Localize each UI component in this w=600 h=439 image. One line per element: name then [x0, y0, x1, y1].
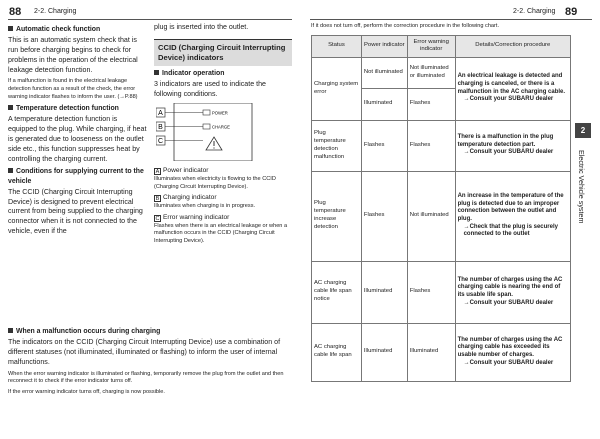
details-cell [455, 57, 570, 120]
malfunction-section [8, 325, 292, 399]
auto-check-note: If a malfunction is found in the electrical leakage detection function as a result of the check, the error warning indicator flashes to inform the user. (→P.88) [8, 78, 138, 100]
square-bullet-icon [8, 328, 13, 333]
details-text: The number of charges using the AC charging cable has exceeded its usable number of charges. [457, 336, 563, 359]
power-cell: Flashes [361, 120, 407, 171]
label-b-box: B [155, 196, 160, 203]
chapter-side-label: Electric Vehicle system [577, 150, 586, 224]
right-header-rule [310, 19, 592, 20]
error-cell: Not illuminated or illuminated [407, 57, 455, 88]
table-header-cell: Error warning indicator [407, 35, 455, 57]
diagram-label-c: C [157, 138, 164, 146]
malfunction-note-1: When the error warning indicator is illuminated or flashing, temporarily remove the plug from the outlet and then reconnect it to check if the error indicator turns off. [8, 370, 284, 385]
power-cell: Illuminated [361, 261, 407, 323]
error-cell: Illuminated [407, 323, 455, 381]
status-cell: Charging system error [312, 57, 362, 120]
ccid-indicator-diagram [156, 103, 266, 161]
details-text: There is a malfunction in the plug temperature detection part. [457, 134, 554, 148]
power-led [203, 110, 210, 115]
details-cell [455, 261, 570, 323]
table-header-cell: Power indicator [361, 35, 407, 57]
power-cell: Illuminated [361, 323, 407, 381]
ccid-indicators-title: CCID (Charging Circuit Interrupting Device) indicators [154, 39, 292, 66]
table-row [312, 261, 571, 323]
charge-led-text: CHARGE [212, 124, 230, 130]
label-c-box: C [155, 215, 160, 222]
details-cell [455, 323, 570, 381]
charging-indicator-desc: Illuminates when charging is in progress. [154, 203, 256, 210]
table-row [312, 120, 571, 171]
details-cell [455, 171, 570, 261]
table-header-row [312, 35, 571, 57]
action-text: →Consult your SUBARU dealer [463, 149, 554, 156]
diagram-label-b: B [158, 124, 163, 132]
error-cell: Flashes [407, 88, 455, 120]
details-cell [455, 120, 570, 171]
details-text: An increase in the temperature of the plug is detected due to an improper connection between the outlet and plug. [457, 193, 564, 223]
left-column-2 [154, 23, 292, 248]
malfunction-heading: When a malfunction occurs during charging [8, 327, 292, 336]
error-indicator-desc: Flashes when there is an electrical leakage or when a malfunction occurs in the CCID (Charging Circuit Interrupting Device). [154, 222, 288, 244]
error-cell: Flashes [407, 120, 455, 171]
status-cell: AC charging cable life span [312, 323, 362, 381]
error-indicator-title: C Error warning indicator [155, 213, 230, 222]
table-row [312, 171, 571, 261]
table-row [312, 57, 571, 88]
square-bullet-icon [8, 105, 13, 110]
error-cell: Not illuminated [407, 171, 455, 261]
power-cell: Illuminated [361, 88, 407, 120]
label-a-box: A [155, 169, 160, 176]
correction-table [311, 35, 571, 382]
malfunction-body: The indicators on the CCID (Charging Circuit Interrupting Device) use a combination of different statuses (not illuminated, illuminated or flashing) to inform the user of internal malfunctions. [8, 338, 281, 366]
status-cell: Plug temperature detection malfunction [312, 120, 362, 171]
charging-indicator-title: B Charging indicator [155, 194, 217, 203]
square-bullet-icon [154, 70, 159, 75]
chart-intro: If it does not turn off, perform the correction procedure in the following chart. [311, 23, 500, 29]
action-text: →Consult your SUBARU dealer [463, 96, 554, 103]
diagram-label-a: A [158, 110, 163, 118]
power-cell: Flashes [361, 171, 407, 261]
table-header-cell: Status [312, 35, 362, 57]
malfunction-note-2: If the error warning indicator turns off, charging is now possible. [8, 388, 165, 395]
power-indicator-title: A Power indicator [155, 167, 209, 176]
auto-check-body: This is an automatic system check that is run before charging begins to check for problems in the operation of the electrical leakage detection function. [8, 36, 138, 74]
left-header-rule [8, 19, 292, 20]
status-cell: AC charging cable life span notice [312, 261, 362, 323]
indicator-operation-heading: Indicator operation [154, 69, 292, 78]
table-header-cell: Details/Correction procedure [455, 35, 570, 57]
square-bullet-icon [8, 168, 13, 173]
conditions-heading: Conditions for supplying current to the vehicle [8, 168, 144, 185]
action-text: →Consult your SUBARU dealer [463, 359, 554, 366]
left-page-number: 88 [9, 6, 22, 18]
power-indicator-desc: Illuminates when electricity is flowing to the CCID (Charging Circuit Interrupting Device). [154, 176, 276, 190]
details-text: An electrical leakage is detected and charging is canceled, or there is a malfunction in the AC charging cable. [457, 73, 566, 95]
chapter-tab: 2 [575, 123, 591, 138]
temp-detection-heading: Temperature detection function [8, 104, 147, 113]
left-column-1 [8, 23, 147, 240]
warning-exclamation-dot-icon [213, 148, 214, 149]
table-row [312, 323, 571, 381]
temp-detection-body: A temperature detection function is equipped to the plug. While charging, if heat is generated due to looseness on the outlet side etc., this function suppresses heat by controlling the charging current. [8, 115, 147, 163]
right-page-content [311, 23, 571, 382]
details-text: The number of charges using the AC charging cable is nearing the end of its usable life span. [457, 276, 563, 299]
status-cell: Plug temperature increase detection [312, 171, 362, 261]
conditions-body: The CCID (Charging Circuit Interrupting Device) is designed to prevent electrical current from being supplied to the charging connector when it is not connected to the vehicle, even if the [8, 187, 143, 236]
action-text: →Check that the plug is securely connected to the outlet [463, 223, 558, 238]
conditions-body-cont: plug is inserted into the outlet. [154, 23, 249, 31]
left-chapter-title: 2-2. Charging [34, 8, 77, 15]
charge-led [203, 124, 210, 129]
auto-check-heading: Automatic check function [8, 25, 147, 34]
indicator-operation-body: 3 indicators are used to indicate the following conditions. [154, 79, 266, 98]
right-chapter-title: 2-2. Charging [513, 8, 556, 15]
error-cell: Flashes [407, 261, 455, 323]
power-cell: Not illuminated [361, 57, 407, 88]
square-bullet-icon [8, 26, 13, 31]
power-led-text: POWER [212, 110, 228, 116]
action-text: →Consult your SUBARU dealer [463, 299, 554, 306]
right-page-number: 89 [565, 6, 578, 18]
